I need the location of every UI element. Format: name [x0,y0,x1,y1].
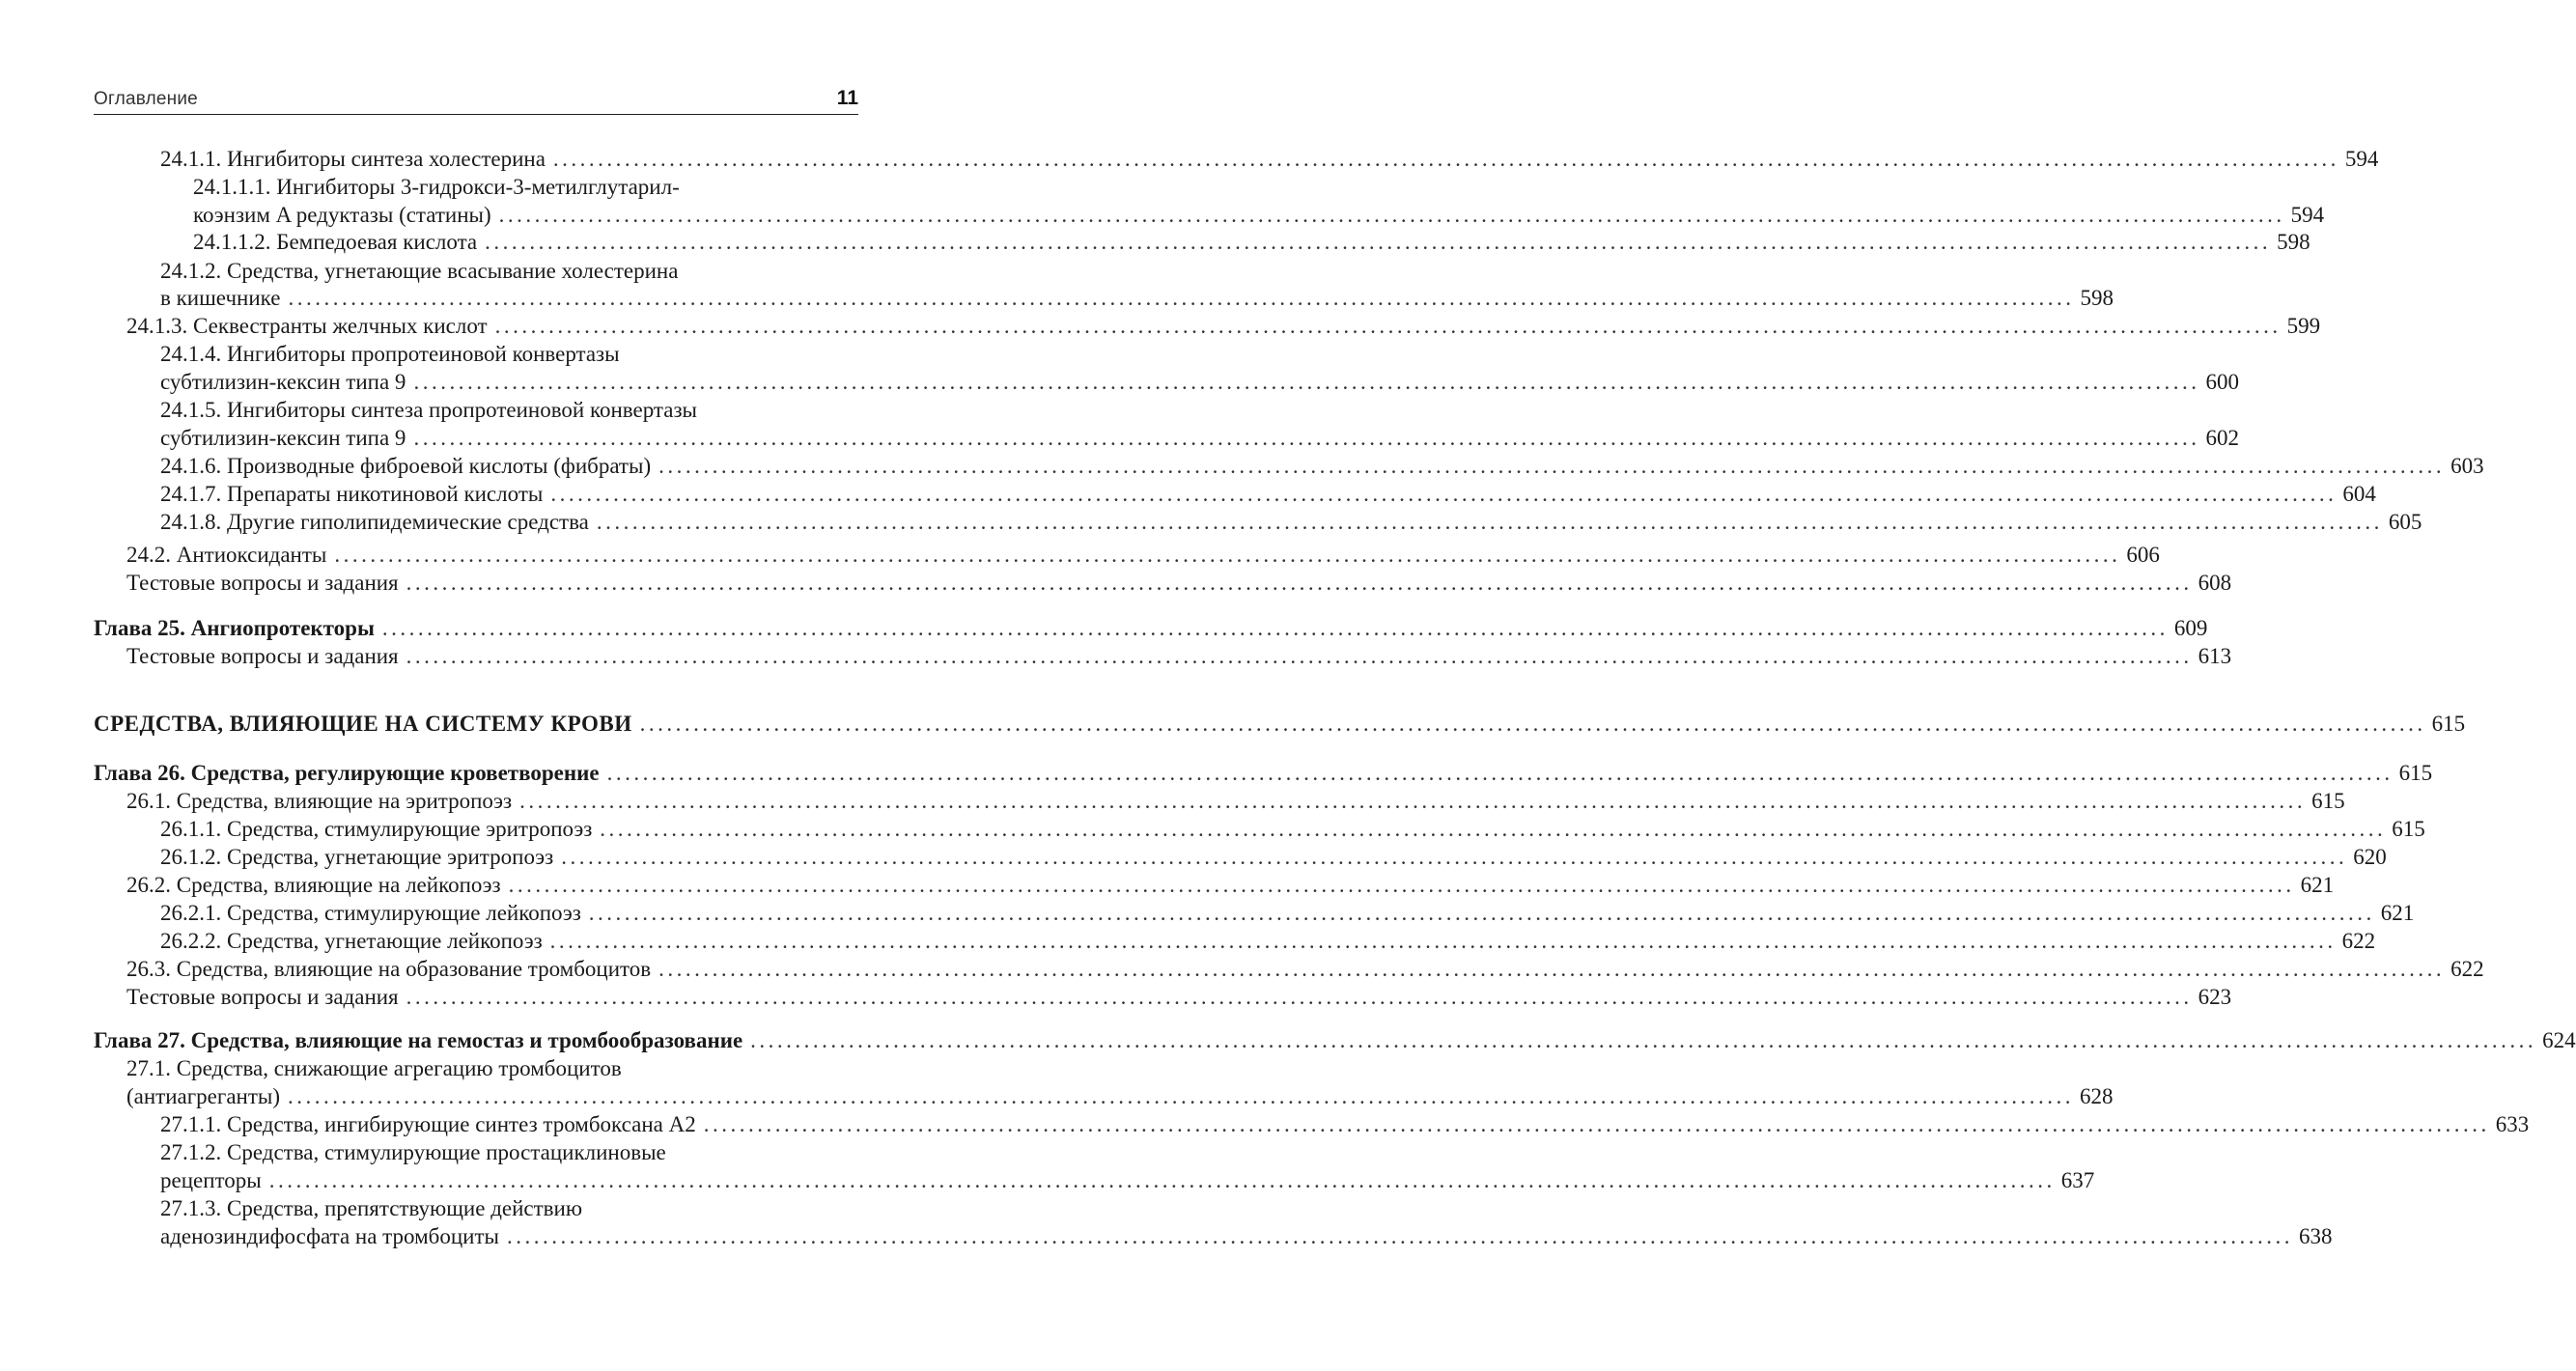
toc-entry [193,201,2325,229]
toc-page-number: 615 [2311,789,2345,813]
toc-chapter-entry [94,759,2433,787]
toc-entry [160,843,2387,871]
toc-page-number: 605 [2388,510,2422,534]
dot-leader: ........................................................................................................................................................................................................ [588,901,2375,925]
toc-entry [160,508,2422,536]
toc-page-number: 622 [2341,929,2376,953]
toc-entry-title: 24.1.3. Секвестранты желчных кислот [126,314,488,338]
toc-page-number: 622 [2450,957,2484,981]
toc-page-number: 594 [2290,203,2325,227]
toc-entry-title: 26.2.2. Средства, угнетающие лейкопоэз [160,929,543,953]
toc-page-number: 598 [2277,230,2310,254]
dot-leader: ........................................................................................................................................................................................................ [658,957,2446,981]
dot-leader: ........................................................................................................................................................................................................ [552,147,2339,171]
toc-page-number: 604 [2342,482,2376,506]
dot-leader: ........................................................................................................................................................................................................ [406,985,2193,1009]
dot-leader: ........................................................................................................................................................................................................ [506,1224,2293,1248]
toc-entry [160,1138,858,1166]
dot-leader: ........................................................................................................................................................................................................ [550,482,2338,506]
dot-leader: ........................................................................................................................................................................................................ [519,789,2307,813]
dot-leader: ........................................................................................................................................................................................................ [413,426,2200,450]
toc-entry-title: в кишечнике [160,286,281,310]
toc-page-number: 615 [2431,712,2466,736]
toc-entry-title: 24.1.2. Средства, угнетающие всасывание холестерина [160,259,679,283]
toc-page-number: 620 [2353,845,2387,869]
toc-entry [160,284,2114,312]
toc-entry [160,340,858,368]
toc-chapter-entry [94,614,2208,642]
toc-page-number: 615 [2398,761,2433,785]
dot-leader: ........................................................................................................................................................................................................ [498,203,2285,227]
toc-entry [160,396,858,424]
toc-entry-title: 26.2. Средства, влияющие на лейкопоэз [126,873,501,897]
toc-page-number: 638 [2298,1224,2333,1248]
toc-page-number: 621 [2300,873,2335,897]
toc-entry-title: Тестовые вопросы и задания [126,571,399,595]
dot-leader: ........................................................................................................................................................................................................ [658,454,2446,478]
toc-entry-title: 26.1.2. Средства, угнетающие эритропоэз [160,845,554,869]
toc-page-number: 600 [2205,370,2239,394]
page-number: 11 [836,87,858,109]
dot-leader: ........................................................................................................................................................................................................ [508,873,2295,897]
toc-page-number: 599 [2286,314,2321,338]
running-header [94,85,858,115]
dot-leader: ........................................................................................................................................................................................................ [494,314,2282,338]
dot-leader: ........................................................................................................................................................................................................ [703,1112,2490,1136]
toc-page-number: 637 [2060,1168,2095,1192]
toc-entry-title: 24.1.7. Препараты никотиновой кислоты [160,482,544,506]
toc-section-heading [94,710,2466,738]
toc-entry [160,1166,2095,1194]
toc-entry [160,480,2376,508]
toc-page-number: 623 [2198,985,2232,1009]
dot-leader: ........................................................................................................................................................................................................ [381,616,2169,640]
toc-entry-title: субтилизин-кексин типа 9 [160,426,406,450]
toc-entry [160,1194,858,1222]
toc-entry-title: 24.1.1.1. Ингибиторы 3-гидрокси-3-метилглутарил- [193,175,680,199]
dot-leader: ........................................................................................................................................................................................................ [596,510,2383,534]
toc-page-number: 603 [2450,454,2484,478]
dot-leader: ........................................................................................................................................................................................................ [549,929,2337,953]
toc-page-number: 628 [2080,1084,2114,1108]
toc-entry [160,927,2376,955]
toc-page-number: 606 [2126,543,2160,567]
dot-leader: ........................................................................................................................................................................................................ [268,1168,2056,1192]
toc-entry [160,1110,2530,1138]
toc-entry-title: 26.1. Средства, влияющие на эритропоэз [126,789,513,813]
toc-entry [126,955,2484,983]
toc-entry-title: аденозиндифосфата на тромбоциты [160,1224,499,1248]
toc-entry [160,452,2484,480]
toc-entry-title: 24.2. Антиоксиданты [126,543,327,567]
toc-entry-title: 24.1.1. Ингибиторы синтеза холестерина [160,147,546,171]
toc-entry-title: 26.2.1. Средства, стимулирующие лейкопоэз [160,901,581,925]
toc-entry-title: 24.1.8. Другие гиполипидемические средства [160,510,589,534]
dot-leader: ........................................................................................................................................................................................................ [406,571,2193,595]
running-title: Оглавление [94,89,198,109]
toc-page-number: 633 [2495,1112,2530,1136]
toc-page-number: 615 [2392,817,2425,841]
toc-entry-title: Тестовые вопросы и задания [126,985,399,1009]
toc-entry-title: 27.1.1. Средства, ингибирующие синтез тромбоксана A2 [160,1112,696,1136]
dot-leader: ........................................................................................................................................................................................................ [606,761,2394,785]
toc-page-number: 621 [2380,901,2415,925]
dot-leader: ........................................................................................................................................................................................................ [288,1084,2075,1108]
toc-page-number: 602 [2205,426,2239,450]
toc-entry-title: коэнзим A редуктазы (статины) [193,203,491,227]
toc-entry-title: субтилизин-кексин типа 9 [160,370,406,394]
toc-entry [193,173,858,201]
toc-entry [160,815,2425,843]
toc-entry [160,145,2379,173]
toc-entry [126,312,2321,340]
toc-entry-title: 24.1.5. Ингибиторы синтеза пропротеиновой конвертазы [160,398,698,422]
dot-leader: ........................................................................................................................................................................................................ [406,644,2193,668]
toc-entry [126,1054,858,1082]
toc-entry [126,871,2335,899]
toc-page-number: 594 [2344,147,2379,171]
toc-chapter-entry [94,1026,2576,1054]
toc-entry-title: 27.1. Средства, снижающие агрегацию тромбоцитов [126,1056,622,1080]
toc-entry [193,228,2310,256]
toc-entry-title: 26.1.1. Средства, стимулирующие эритропоэз [160,817,593,841]
toc-entry-title: Тестовые вопросы и задания [126,644,399,668]
toc-entry [160,368,2239,396]
toc-page-number: 598 [2080,286,2114,310]
toc-entry [160,899,2415,927]
toc-entry [126,1082,2114,1110]
toc-entry-title: 24.1.6. Производные фиброевой кислоты (фибраты) [160,454,652,478]
toc-entry [126,642,2232,670]
toc-entry-title: 24.1.1.2. Бемпедоевая кислота [193,230,478,254]
toc-entry [126,569,2232,597]
toc-entry-title: 27.1.3. Средства, препятствующие действию [160,1196,583,1220]
toc-entry-title: 27.1.2. Средства, стимулирующие простациклиновые [160,1140,666,1164]
toc-entry-title: 24.1.4. Ингибиторы пропротеиновой конвертазы [160,342,620,366]
toc-entry [160,1222,2333,1250]
dot-leader: ........................................................................................................................................................................................................ [561,845,2348,869]
toc-entry [160,424,2239,452]
toc-page-number: 624 [2542,1028,2576,1052]
toc-page-number: 613 [2198,644,2232,668]
toc-page-number: 608 [2198,571,2232,595]
toc-entry-title: 26.3. Средства, влияющие на образование тромбоцитов [126,957,652,981]
toc-entry-title: Глава 26. Средства, регулирующие кроветворение [94,761,600,785]
dot-leader: ........................................................................................................................................................................................................ [334,543,2121,567]
toc-entry-title: Глава 25. Ангиопротекторы [94,616,375,640]
toc-entry [126,787,2345,815]
toc-page-number: 609 [2173,616,2208,640]
toc-entry [160,257,858,285]
dot-leader: ........................................................................................................................................................................................................ [600,817,2387,841]
dot-leader: ........................................................................................................................................................................................................ [288,286,2075,310]
toc-entry-title: (антиагреганты) [126,1084,281,1108]
dot-leader: ........................................................................................................................................................................................................ [639,712,2426,736]
dot-leader: ........................................................................................................................................................................................................ [485,230,2272,254]
toc-entry-title: Глава 27. Средства, влияющие на гемостаз и тромбообразование [94,1028,743,1052]
toc-entry-title: СРЕДСТВА, ВЛИЯЮЩИЕ НА СИСТЕМУ КРОВИ [94,712,632,736]
toc-entry-title: рецепторы [160,1168,262,1192]
dot-leader: ........................................................................................................................................................................................................ [413,370,2200,394]
toc-entry [126,983,2232,1011]
dot-leader: ........................................................................................................................................................................................................ [750,1028,2537,1052]
toc-entry [126,541,2160,569]
